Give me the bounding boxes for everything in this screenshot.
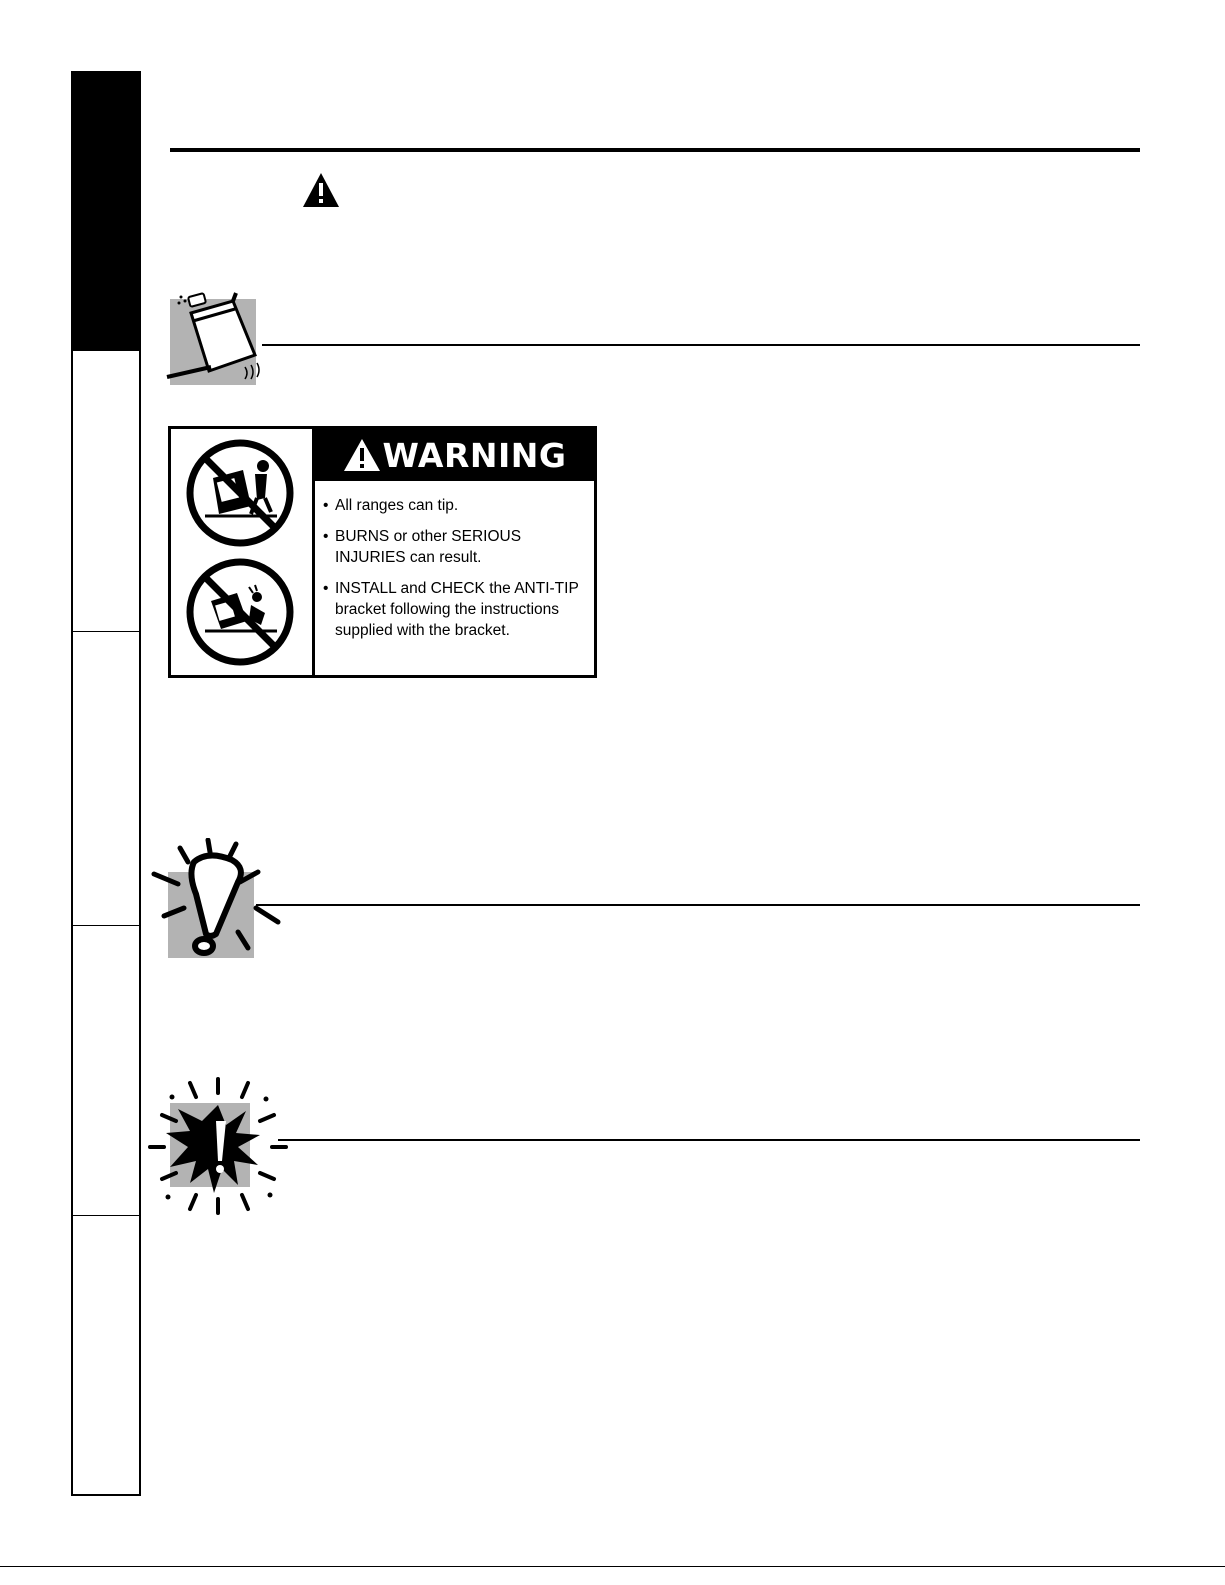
- warning-triangle-icon: [343, 438, 381, 472]
- top-rule: [170, 148, 1140, 152]
- section-rule: [262, 344, 1140, 346]
- range-tip-icon: [163, 285, 273, 390]
- warning-list: [323, 495, 584, 651]
- warning-triangle-icon: [301, 171, 341, 209]
- tab-divider: [73, 631, 139, 632]
- anti-tip-warning-label: [168, 426, 597, 678]
- active-section-tab: [73, 73, 139, 351]
- tab-divider: [73, 925, 139, 926]
- no-tipping-range-icon: [185, 438, 295, 548]
- section-rule: [256, 904, 1140, 906]
- warning-item: • BURNS or other SERIOUS INJURIES can result.: [323, 526, 584, 568]
- burst-exclamation-icon: [148, 1075, 288, 1215]
- lightbulb-exclamation-icon: [150, 838, 285, 963]
- warning-header: [315, 429, 594, 481]
- warning-item: • INSTALL and CHECK the ANTI-TIP bracket following the instructions supplied with the bracket.: [323, 578, 584, 641]
- no-standing-on-door-icon: [185, 557, 295, 667]
- bottom-rule: [0, 1566, 1225, 1567]
- warning-item: • All ranges can tip.: [323, 495, 584, 516]
- warning-pictograms: [171, 429, 315, 675]
- warning-header-text: WARNING: [382, 435, 567, 475]
- tab-divider: [73, 1215, 139, 1216]
- section-rule: [278, 1139, 1140, 1141]
- section-tabs: [71, 71, 141, 1496]
